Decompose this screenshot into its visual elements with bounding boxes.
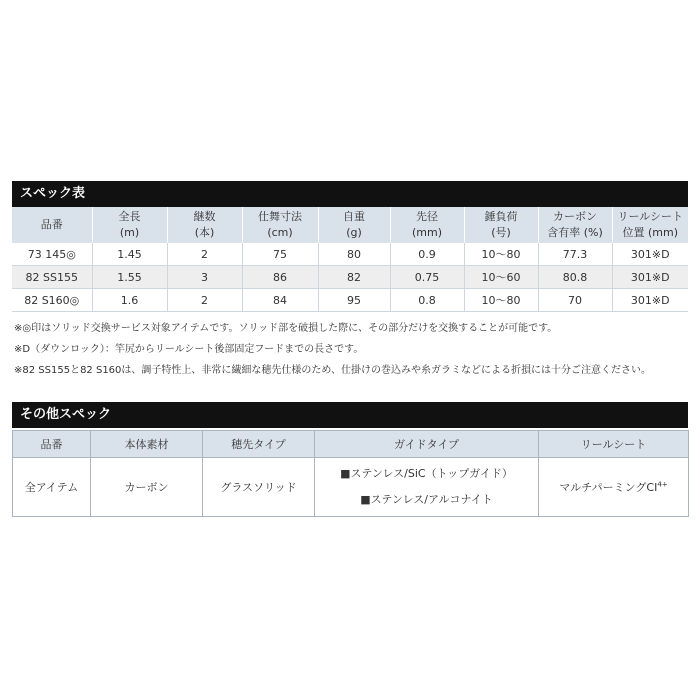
note-caution: ※82 SS155と82 S160は、調子特性上、非常に繊細な穂先仕様のため、仕掛けの巻込みや糸ガラミなどによる折損には十分ご注意ください。	[14, 365, 652, 376]
spec-cell: 2	[167, 243, 242, 266]
spec-cell: 0.75	[390, 266, 464, 289]
spec-cell: 3	[167, 266, 242, 289]
spec-cell: 86	[242, 266, 318, 289]
spec-header-unit: (本)	[194, 226, 215, 239]
spec-header-label: リールシート	[617, 210, 683, 223]
other-header-row	[13, 431, 689, 458]
other-tip-value: グラスソリッド	[203, 458, 315, 517]
spec-header-unit: (cm)	[267, 226, 293, 239]
spec-table-body	[12, 243, 688, 312]
spec-header-label: 先径	[416, 210, 438, 223]
other-material-value: カーボン	[91, 458, 203, 517]
spec-row	[12, 243, 688, 266]
note-downlock: ※D（ダウンロック）：竿尻からリールシート後部固定フードまでの長さです。	[14, 344, 364, 355]
spec-cell: 10～80	[464, 289, 538, 312]
spec-cell: 70	[538, 289, 612, 312]
spec-cell: 1.6	[92, 289, 167, 312]
spec-header-cell	[464, 207, 538, 243]
spec-cell: 301※D	[612, 266, 688, 289]
spec-header-label: 錘負荷	[484, 210, 518, 223]
spec-header-cell	[538, 207, 612, 243]
other-header-guide: ガイドタイプ	[315, 431, 539, 458]
spec-header-unit: 位置 (mm)	[622, 226, 678, 239]
spec-header-unit: (g)	[346, 226, 362, 239]
other-reel-seat-value	[539, 458, 689, 517]
spec-cell: 10～60	[464, 266, 538, 289]
spec-cell: 0.9	[390, 243, 464, 266]
spec-header-label: 自重	[343, 210, 365, 223]
spec-header-cell	[242, 207, 318, 243]
spec-header-cell	[390, 207, 464, 243]
spec-header-label: 全長	[118, 210, 141, 223]
other-header-reel-seat: リールシート	[539, 431, 689, 458]
other-spec-table	[12, 430, 689, 517]
other-header-material: 本体素材	[91, 431, 203, 458]
spec-header-unit: (m)	[119, 226, 140, 239]
spec-header-label: 継数	[193, 210, 216, 223]
spec-cell: 0.8	[390, 289, 464, 312]
spec-cell: 2	[167, 289, 242, 312]
other-item-value: 全アイテム	[13, 458, 91, 517]
other-header-tip: 穂先タイプ	[203, 431, 315, 458]
spec-cell: 84	[242, 289, 318, 312]
guide-type-main: ■ステンレス/アルコナイト	[360, 493, 493, 506]
spec-cell: 10～80	[464, 243, 538, 266]
spec-header-unit: 含有率 (%)	[547, 226, 603, 239]
spec-header-unit: (mm)	[411, 226, 442, 239]
spec-cell: 1.55	[92, 266, 167, 289]
spec-header-label: 仕舞寸法	[258, 210, 302, 223]
other-section-title	[12, 402, 688, 428]
spec-cell: 80	[318, 243, 390, 266]
other-value-row	[13, 458, 689, 517]
spec-header-label: 品番	[40, 218, 63, 231]
spec-cell: 73 145◎	[12, 243, 92, 266]
spec-notes	[14, 318, 694, 381]
spec-cell: 1.45	[92, 243, 167, 266]
spec-title-text: スペック表	[20, 186, 86, 201]
other-guide-value	[315, 458, 539, 517]
spec-cell: 77.3	[538, 243, 612, 266]
other-header-item: 品番	[13, 431, 91, 458]
spec-table	[12, 207, 688, 312]
spec-header-cell	[167, 207, 242, 243]
spec-section-title	[12, 181, 688, 207]
spec-header-cell	[12, 207, 92, 243]
spec-cell: 80.8	[538, 266, 612, 289]
reel-seat-sup: 4+	[657, 480, 668, 489]
spec-header-row	[12, 207, 688, 243]
spec-header-unit: (号)	[491, 226, 511, 239]
spec-header-cell	[92, 207, 167, 243]
spec-header-cell	[318, 207, 390, 243]
spec-header-cell	[612, 207, 688, 243]
spec-cell: 75	[242, 243, 318, 266]
spec-row	[12, 289, 688, 312]
spec-cell: 82 S160◎	[12, 289, 92, 312]
spec-cell: 82	[318, 266, 390, 289]
reel-seat-name: マルチパーミングCI	[559, 481, 658, 494]
spec-header-label: カーボン	[553, 210, 597, 223]
spec-cell: 301※D	[612, 289, 688, 312]
spec-cell: 301※D	[612, 243, 688, 266]
other-title-text: その他スペック	[20, 407, 112, 422]
spec-cell: 82 SS155	[12, 266, 92, 289]
spec-cell: 95	[318, 289, 390, 312]
spec-row	[12, 266, 688, 289]
note-solid-exchange: ※◎印はソリッド交換サービス対象アイテムです。ソリッド部を破損した際に、その部分だけを交換することが可能です。	[14, 323, 558, 334]
guide-type-top: ■ステンレス/SiC（トップガイド）	[340, 467, 513, 480]
